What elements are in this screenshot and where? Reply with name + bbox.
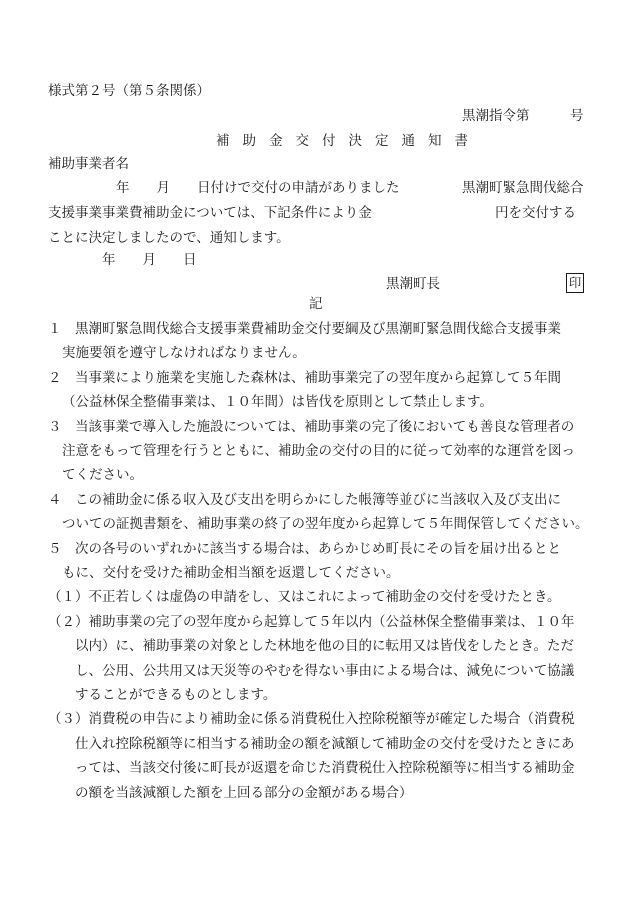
sub-item-3-line: 仕入れ控除税額等に相当する補助金の額を減額して補助金の交付を受けたときにあ [75,735,575,752]
ki-heading: 記 [309,296,323,312]
sub-item-3-line: の額を当該減額した額を上回る部分の金額がある場合） [75,784,413,801]
seal-box: 印 [566,273,584,293]
sub-item-2-line: し、公用、公共用又は天災等のやむを得ない事由による場合は、減免について協議 [75,662,575,679]
condition-4-line: ついての証拠書類を、補助事業の終了の翌年度から起算して５年間保管してください。 [62,516,589,533]
condition-1-line: 実施要領を遵守しなければなりません。 [62,345,306,362]
sub-item-1-line: （１）不正若しくは虚偽の申請をし、又はこれによって補助金の交付を受けたとき。 [48,589,561,606]
condition-2-line: ２ 当事業により施業を実施した森林は、補助事業完了の翌年度から起算して５年間 [48,369,561,386]
condition-3-line: 注意をもって管理を行うとともに、補助金の交付の目的に従って効率的な運営を図っ [62,443,575,459]
sub-item-2-line: （２）補助事業の完了の翌年度から起算して５年以内（公益林保全整備事業は、１０年 [48,613,575,630]
grant-amount-suffix: 円を交付する [495,205,576,221]
condition-2-line: （公益林保全整備事業は、１０年間）は皆伐を原則として禁止します。 [62,394,493,411]
sub-item-2-line: 以内）に、補助事業の対象とした林地を他の目的に転用又は皆伐をしたとき。ただ [75,638,574,655]
form-number: 様式第２号（第５条関係） [48,83,210,99]
condition-4-line: ４ この補助金に係る収入及び支出を明らかにした帳簿等並びに当該収入及び支出に [48,491,561,508]
body-line-3: ことに決定しましたので、通知します。 [48,230,290,246]
condition-1-line: １ 黒潮町緊急間伐総合支援事業費補助金交付要綱及び黒潮町緊急間伐総合支援事業 [48,321,561,337]
condition-3-line: ３ 当該事業で導入した施設については、補助事業の完了後においても善良な管理者の [48,418,575,435]
recipient-label: 補助事業者名 [48,156,129,172]
document-title: 補助金交付決定通知書 [216,133,481,149]
sub-item-3-line: っては、当該交付後に町長が返還を命じた消費税仕入控除税額等に相当する補助金 [75,760,575,777]
subsidy-name-start: 黒潮町緊急間伐総合 [462,180,584,196]
application-date: 年 月 日付けで交付の申請がありました [116,180,400,196]
sub-item-3-line: （３）消費税の申告により補助金に係る消費税仕入控除税額等が確定した場合（消費税 [48,711,575,728]
issuer-name: 黒潮町長 [386,276,440,292]
condition-5-line: もに、交付を受けた補助金相当額を返還してください。 [62,565,400,581]
condition-5-line: ５ 次の各号のいずれかに該当する場合は、あらかじめ町長にその旨を届け出るとと [48,540,561,557]
issue-date: 年 月 日 [102,252,197,268]
condition-3-line: てください。 [62,467,143,484]
body-line-2: 支援事業事業費補助金については、下記条件により金 [48,205,372,221]
document-number: 黒潮指令第 号 [462,108,584,124]
sub-item-2-line: することができるものとします。 [75,687,277,703]
